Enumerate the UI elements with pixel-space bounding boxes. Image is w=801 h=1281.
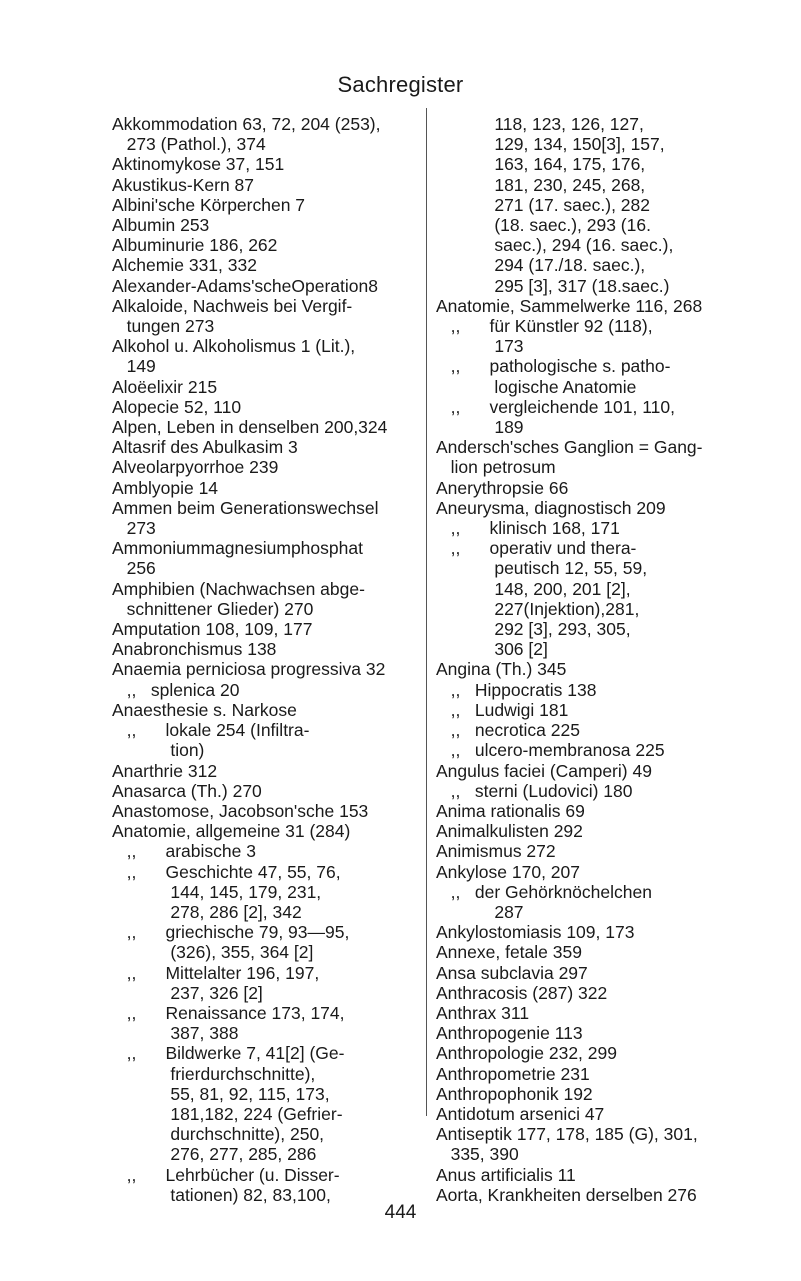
index-line: Alkaloide, Nachweis bei Vergif- (112, 295, 353, 316)
index-line: ,, Lehrbücher (u. Disser- (112, 1164, 340, 1185)
index-line: 189 (436, 417, 524, 438)
index-line: Anus artificialis 11 (436, 1164, 576, 1185)
index-line: durchschnitte), 250, (112, 1124, 325, 1145)
index-line: Anaesthesie s. Narkose (112, 699, 297, 720)
index-line: ,, arabische 3 (112, 841, 256, 862)
index-line: (18. saec.), 293 (16. (436, 215, 651, 236)
index-line: Aneurysma, diagnostisch 209 (436, 497, 666, 518)
index-line: ,, der Gehörknöchelchen (436, 881, 652, 902)
index-line: Aktinomykose 37, 151 (112, 154, 285, 175)
index-line: Akkommodation 63, 72, 204 (253), (112, 114, 381, 134)
index-line: ,, für Künstler 92 (118), (436, 316, 653, 337)
index-line: ,, Hippocratis 138 (436, 679, 597, 700)
index-line: 227(Injektion),281, (436, 598, 640, 619)
index-line: 278, 286 [2], 342 (112, 901, 302, 922)
index-line: Alopecie 52, 110 (112, 396, 242, 417)
index-line: Albumin 253 (112, 215, 210, 236)
index-line: schnittener Glieder) 270 (112, 598, 314, 619)
index-line: 256 (112, 558, 156, 579)
index-line: Antiseptik 177, 178, 185 (G), 301, (436, 1124, 698, 1145)
index-line: Altasrif des Abulkasim 3 (112, 437, 298, 458)
index-line: saec.), 294 (16. saec.), (436, 235, 674, 256)
index-line: 271 (17. saec.), 282 (436, 194, 650, 215)
index-line: 144, 145, 179, 231, (112, 881, 322, 902)
index-line: Aloëelixir 215 (112, 376, 218, 397)
index-line: 276, 277, 285, 286 (112, 1144, 317, 1165)
index-line: 149 (112, 356, 156, 377)
index-line: Ankylostomiasis 109, 173 (436, 922, 635, 943)
index-line: peutisch 12, 55, 59, (436, 558, 648, 579)
index-line: Anima rationalis 69 (436, 800, 585, 821)
index-line: Ammoniummagnesiumphosphat (112, 538, 363, 559)
index-line: 292 [3], 293, 305, (436, 619, 631, 640)
index-line: 173 (436, 336, 524, 357)
index-line: 335, 390 (436, 1144, 519, 1165)
index-line: logische Anatomie (436, 376, 637, 397)
index-line: ,, lokale 254 (Infiltra- (112, 720, 310, 741)
index-line: Anastomose, Jacobson'sche 153 (112, 800, 369, 821)
index-line: Anthropogenie 113 (436, 1023, 583, 1044)
index-line: Anarthrie 312 (112, 760, 218, 781)
index-line: Amphibien (Nachwachsen abge- (112, 578, 365, 599)
index-line: tungen 273 (112, 316, 215, 337)
index-line: 118, 123, 126, 127, (436, 114, 644, 134)
index-column-left (112, 114, 422, 1205)
index-line: Anatomie, allgemeine 31 (284) (112, 821, 351, 842)
index-line: ,, pathologische s. patho- (436, 356, 671, 377)
index-line: Alveolarpyorrhoe 239 (112, 457, 279, 478)
index-line: tationen) 82, 83,100, (112, 1184, 331, 1205)
index-line: Alexander-Adams'scheOperation8 (112, 275, 378, 296)
index-line: Anthropologie 232, 299 (436, 1043, 617, 1064)
index-line: Ammen beim Generationswechsel (112, 497, 379, 518)
index-line: 287 (436, 901, 524, 922)
index-line: Alkohol u. Alkoholismus 1 (Lit.), (112, 336, 356, 357)
index-line: 148, 200, 201 [2], (436, 578, 631, 599)
index-line: Anabronchismus 138 (112, 639, 277, 660)
index-line: Amputation 108, 109, 177 (112, 619, 313, 640)
index-line: Antidotum arsenici 47 (436, 1103, 605, 1124)
index-line: ,, Bildwerke 7, 41[2] (Ge- (112, 1043, 345, 1064)
index-line: Anthracosis (287) 322 (436, 982, 608, 1003)
index-line: ,, operativ und thera- (436, 538, 637, 559)
index-line: ,, ulcero-membranosa 225 (436, 740, 665, 761)
index-line: Angulus faciei (Camperi) 49 (436, 760, 652, 781)
index-line: (326), 355, 364 [2] (112, 942, 314, 963)
index-line: Anthropophonik 192 (436, 1083, 593, 1104)
index-line: ,, necrotica 225 (436, 720, 580, 741)
index-line: 273 (Pathol.), 374 (112, 134, 266, 155)
index-line: 181, 230, 245, 268, (436, 174, 646, 195)
index-line: Anatomie, Sammelwerke 116, 268 (436, 295, 703, 316)
index-line: Anerythropsie 66 (436, 477, 569, 498)
column-divider (426, 108, 427, 1116)
index-line: 294 (17./18. saec.), (436, 255, 646, 276)
index-line: Anthrax 311 (436, 1002, 530, 1023)
index-line: 129, 134, 150[3], 157, (436, 134, 665, 155)
index-line: 387, 388 (112, 1023, 239, 1044)
index-line: 237, 326 [2] (112, 982, 263, 1003)
index-line: ,, splenica 20 (112, 679, 240, 700)
index-line: ,, sterni (Ludovici) 180 (436, 780, 633, 801)
index-line: frierdurchschnitte), (112, 1063, 316, 1084)
index-line: 181,182, 224 (Gefrier- (112, 1103, 343, 1124)
index-column-right (436, 114, 791, 1205)
index-line: Ansa subclavia 297 (436, 962, 588, 983)
index-line: Anasarca (Th.) 270 (112, 780, 262, 801)
index-line: Anaemia perniciosa progressiva 32 (112, 659, 386, 680)
index-line: Animismus 272 (436, 841, 556, 862)
index-line: Alpen, Leben in denselben 200,324 (112, 417, 388, 438)
index-line: Andersch'sches Ganglion = Gang- (436, 437, 703, 458)
page-header: Sachregister (337, 72, 464, 97)
index-line: Anthropometrie 231 (436, 1063, 590, 1084)
index-line: 306 [2] (436, 639, 548, 660)
index-line: Angina (Th.) 345 (436, 659, 567, 680)
index-line: lion petrosum (436, 457, 556, 478)
index-line: Aorta, Krankheiten derselben 276 (436, 1184, 697, 1205)
page-number: 444 (384, 1202, 417, 1223)
index-line: ,, Renaissance 173, 174, (112, 1002, 345, 1023)
index-line: 295 [3], 317 (18.saec.) (436, 275, 670, 296)
index-line: ,, Geschichte 47, 55, 76, (112, 861, 341, 882)
index-line: Alchemie 331, 332 (112, 255, 257, 276)
index-line: Albini'sche Körperchen 7 (112, 194, 306, 215)
index-line: Animalkulisten 292 (436, 821, 583, 842)
index-line: Amblyopie 14 (112, 477, 219, 498)
index-line: ,, vergleichende 101, 110, (436, 396, 675, 417)
index-line: 55, 81, 92, 115, 173, (112, 1083, 330, 1104)
index-line: Annexe, fetale 359 (436, 942, 582, 963)
index-line: tion) (112, 740, 205, 761)
index-line: Ankylose 170, 207 (436, 861, 580, 882)
index-line: ,, klinisch 168, 171 (436, 518, 620, 539)
index-line: ,, Ludwigi 181 (436, 699, 569, 720)
index-line: 273 (112, 518, 156, 539)
index-line: Akustikus-Kern 87 (112, 174, 255, 195)
index-line: Albuminurie 186, 262 (112, 235, 278, 256)
index-line: ,, griechische 79, 93—95, (112, 922, 350, 943)
index-line: 163, 164, 175, 176, (436, 154, 646, 175)
index-line: ,, Mittelalter 196, 197, (112, 962, 320, 983)
